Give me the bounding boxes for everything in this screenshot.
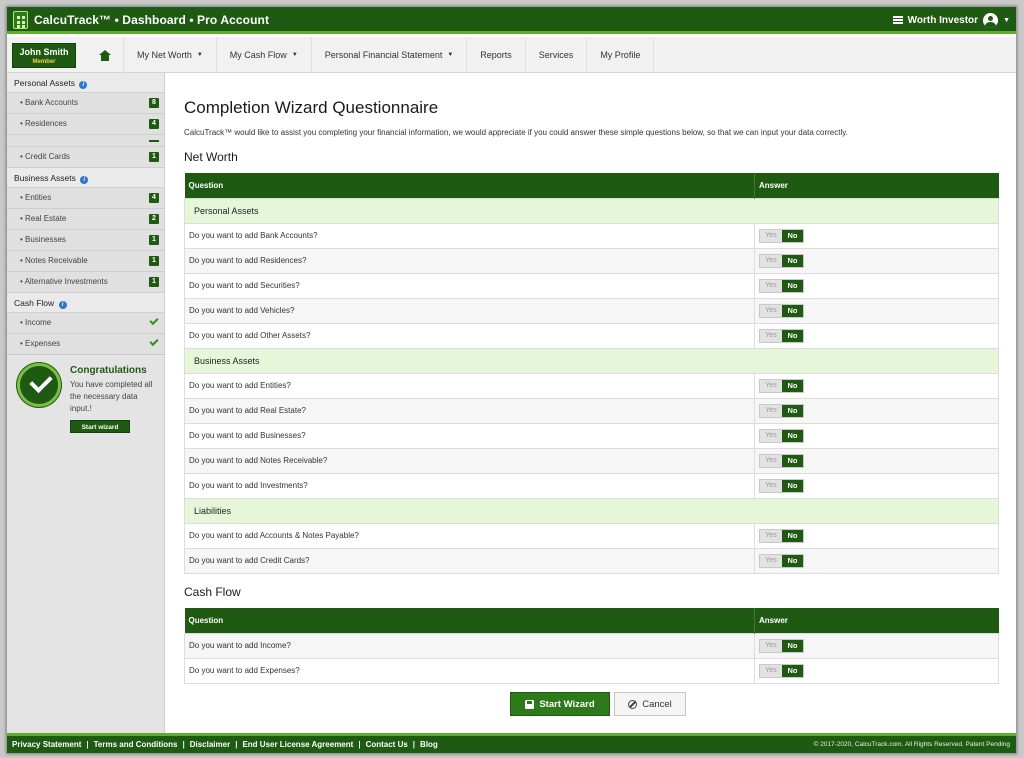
col-answer: Answer	[755, 173, 999, 198]
congrats-title: Congratulations	[70, 365, 147, 376]
sidebar-section-business-assets[interactable]	[7, 168, 164, 188]
footer-link-disclaimer[interactable]: Disclaimer	[189, 740, 231, 749]
yes-option[interactable]: Yes	[760, 330, 782, 342]
footer	[7, 733, 1016, 754]
cancel-button[interactable]	[614, 692, 686, 716]
answer-cell	[755, 523, 999, 548]
yes-no-toggle[interactable]	[759, 664, 804, 678]
chevron-down-icon: ▼	[447, 52, 454, 58]
yes-no-toggle[interactable]	[759, 429, 804, 443]
footer-link-blog[interactable]: Blog	[420, 740, 438, 749]
sidebar-item-label: • Real Estate	[20, 214, 67, 223]
yes-option[interactable]: Yes	[760, 665, 782, 677]
intro-text: CalcuTrack™ would like to assist you completing your financial information, we would appreciate if you could answer these simple questions below, so that we can input your data correctly.	[184, 128, 848, 137]
sidebar-item-real-estate[interactable]	[7, 209, 164, 230]
check-icon	[149, 337, 158, 346]
calculator-logo-icon[interactable]	[13, 11, 28, 29]
sidebar-item-label: • Income	[20, 318, 52, 327]
answer-cell	[755, 658, 999, 683]
copyright-text: © 2017-2020, CalcuTrack.com. All Rights Reserved. Patent Pending	[813, 741, 1010, 748]
yes-option[interactable]: Yes	[760, 380, 782, 392]
footer-links	[12, 740, 438, 749]
home-icon[interactable]	[99, 50, 111, 61]
sidebar-section-cash-flow[interactable]	[7, 293, 164, 313]
table-row	[185, 373, 999, 398]
count-badge: 4	[149, 119, 159, 129]
chevron-down-icon: ▼	[291, 52, 298, 58]
footer-separator: |	[235, 740, 238, 749]
chevron-down-icon: ▼	[196, 52, 203, 58]
no-option[interactable]: No	[782, 330, 803, 342]
question-text: Do you want to add Bank Accounts?	[185, 223, 755, 248]
answer-cell	[755, 448, 999, 473]
question-text: Do you want to add Income?	[185, 633, 755, 658]
question-text: Do you want to add Residences?	[185, 248, 755, 273]
no-option[interactable]: No	[782, 480, 803, 492]
table-row	[185, 473, 999, 498]
question-text: Do you want to add Notes Receivable?	[185, 448, 755, 473]
table-header-row	[185, 608, 999, 633]
yes-option[interactable]: Yes	[760, 555, 782, 567]
yes-no-toggle[interactable]	[759, 529, 804, 543]
nav-items	[87, 37, 654, 73]
sidebar-item-label: • Entities	[20, 193, 52, 202]
count-badge: 4	[149, 193, 159, 203]
hamburger-menu-icon[interactable]	[893, 16, 903, 24]
sidebar-item-income[interactable]	[7, 313, 164, 334]
no-option[interactable]: No	[782, 530, 803, 542]
nav-label: My Net Worth	[137, 50, 192, 60]
group-row-personal-assets: Personal Assets	[185, 198, 999, 223]
group-row-liabilities: Liabilities	[185, 498, 999, 523]
question-text: Do you want to add Other Assets?	[185, 323, 755, 348]
answer-cell	[755, 633, 999, 658]
table-row	[185, 298, 999, 323]
table-row	[185, 658, 999, 683]
app-title: CalcuTrack™ • Dashboard • Pro Account	[34, 13, 270, 27]
footer-separator: |	[182, 740, 185, 749]
count-badge: 2	[149, 214, 159, 224]
question-text: Do you want to add Real Estate?	[185, 398, 755, 423]
answer-cell	[755, 248, 999, 273]
yes-no-toggle[interactable]	[759, 229, 804, 243]
table-row	[185, 548, 999, 573]
no-option[interactable]: No	[782, 280, 803, 292]
ban-icon	[628, 700, 637, 709]
table-row	[185, 273, 999, 298]
col-answer: Answer	[755, 608, 999, 633]
sidebar-item-label: • Businesses	[20, 235, 66, 244]
question-text: Do you want to add Expenses?	[185, 658, 755, 683]
answer-cell	[755, 373, 999, 398]
start-wizard-button[interactable]	[510, 692, 610, 716]
count-badge: 8	[149, 98, 159, 108]
yes-no-toggle[interactable]	[759, 379, 804, 393]
yes-option[interactable]: Yes	[760, 405, 782, 417]
yes-option[interactable]: Yes	[760, 430, 782, 442]
page-title: Completion Wizard Questionnaire	[184, 98, 439, 117]
table-row	[185, 633, 999, 658]
no-option[interactable]: No	[782, 380, 803, 392]
sidebar-item-residences[interactable]	[7, 114, 164, 135]
yes-no-toggle[interactable]	[759, 454, 804, 468]
sidebar-item-alternative-investments[interactable]	[7, 272, 164, 293]
member-badge[interactable]	[12, 43, 76, 68]
answer-cell	[755, 298, 999, 323]
user-avatar-icon[interactable]	[983, 13, 998, 28]
no-option[interactable]: No	[782, 640, 803, 652]
app-window	[6, 6, 1017, 754]
table-row	[185, 323, 999, 348]
save-icon	[525, 700, 534, 709]
question-text: Do you want to add Credit Cards?	[185, 548, 755, 573]
sidebar-item-bank-accounts[interactable]	[7, 93, 164, 114]
sidebar	[7, 73, 165, 733]
count-badge: 1	[149, 152, 159, 162]
net-worth-heading: Net Worth	[184, 150, 238, 164]
question-text: Do you want to add Entities?	[185, 373, 755, 398]
member-role: Member	[32, 59, 56, 65]
question-text: Do you want to add Businesses?	[185, 423, 755, 448]
sidebar-item-label: • Alternative Investments	[20, 277, 108, 286]
nav-services[interactable]	[525, 37, 587, 73]
answer-cell	[755, 548, 999, 573]
yes-no-toggle[interactable]	[759, 279, 804, 293]
chevron-down-icon[interactable]: ▼	[1003, 16, 1010, 24]
nav-label: My Profile	[600, 50, 641, 60]
footer-link-privacy-statement[interactable]: Privacy Statement	[12, 740, 82, 749]
cancel-label: Cancel	[642, 698, 672, 710]
check-circle-icon	[17, 363, 61, 407]
question-text: Do you want to add Securities?	[185, 273, 755, 298]
yes-option[interactable]: Yes	[760, 280, 782, 292]
sidebar-item-label: • Residences	[20, 119, 67, 128]
yes-option[interactable]: Yes	[760, 455, 782, 467]
footer-separator: |	[358, 740, 361, 749]
footer-link-eula[interactable]: End User License Agreement	[242, 740, 354, 749]
nav-label: Reports	[480, 50, 512, 60]
sidebar-item-label: • Expenses	[20, 339, 61, 348]
table-row	[185, 423, 999, 448]
question-text: Do you want to add Investments?	[185, 473, 755, 498]
top-bar	[7, 7, 1016, 34]
no-option[interactable]: No	[782, 255, 803, 267]
check-icon	[149, 316, 158, 325]
yes-no-toggle[interactable]	[759, 554, 804, 568]
footer-separator: |	[86, 740, 89, 749]
info-icon[interactable]: i	[80, 176, 88, 184]
nav-my-cash-flow[interactable]	[216, 37, 311, 73]
sidebar-item-collapsed[interactable]	[7, 135, 164, 147]
section-title: Personal Assets	[14, 78, 75, 88]
table-row	[185, 448, 999, 473]
count-badge: 1	[149, 277, 159, 287]
group-row-business-assets: Business Assets	[185, 348, 999, 373]
nav-reports[interactable]	[466, 37, 525, 73]
minus-icon	[149, 140, 159, 142]
answer-cell	[755, 223, 999, 248]
nav-my-profile[interactable]	[586, 37, 654, 73]
main-nav	[7, 37, 1016, 73]
answer-cell	[755, 473, 999, 498]
count-badge: 1	[149, 235, 159, 245]
yes-option[interactable]: Yes	[760, 305, 782, 317]
table-header-row	[185, 173, 999, 198]
table-row	[185, 398, 999, 423]
footer-separator: |	[412, 740, 416, 749]
user-menu[interactable]	[893, 11, 1010, 29]
nav-label: Personal Financial Statement	[324, 50, 443, 60]
yes-no-toggle[interactable]	[759, 479, 804, 493]
count-badge: 1	[149, 256, 159, 266]
nav-label: Services	[538, 50, 574, 60]
sidebar-item-label: • Bank Accounts	[20, 98, 78, 107]
nav-my-net-worth[interactable]	[123, 37, 216, 73]
yes-option[interactable]: Yes	[760, 255, 782, 267]
yes-no-toggle[interactable]	[759, 304, 804, 318]
yes-no-toggle[interactable]	[759, 639, 804, 653]
question-text: Do you want to add Accounts & Notes Payable?	[185, 523, 755, 548]
table-row	[185, 248, 999, 273]
answer-cell	[755, 398, 999, 423]
no-option[interactable]: No	[782, 230, 803, 242]
member-name: John Smith	[19, 47, 69, 57]
no-option[interactable]: No	[782, 405, 803, 417]
footer-link-contact-us[interactable]: Contact Us	[365, 740, 408, 749]
start-wizard-small-button[interactable]: Start wizard	[70, 420, 130, 433]
answer-cell	[755, 323, 999, 348]
yes-option[interactable]: Yes	[760, 530, 782, 542]
cash-flow-heading: Cash Flow	[184, 585, 241, 599]
no-option[interactable]: No	[782, 455, 803, 467]
sidebar-item-credit-cards[interactable]	[7, 147, 164, 168]
sidebar-item-notes-receivable[interactable]	[7, 251, 164, 272]
col-question: Question	[185, 608, 755, 633]
sidebar-item-entities[interactable]	[7, 188, 164, 209]
main-content	[165, 73, 1017, 733]
net-worth-table	[184, 173, 999, 574]
congrats-text: You have completed all the necessary data input.!	[70, 380, 153, 413]
user-name[interactable]: Worth Investor	[907, 14, 979, 26]
question-text: Do you want to add Vehicles?	[185, 298, 755, 323]
yes-option[interactable]: Yes	[760, 480, 782, 492]
sidebar-section-personal-assets[interactable]	[7, 73, 164, 93]
yes-option[interactable]: Yes	[760, 640, 782, 652]
sidebar-item-expenses[interactable]	[7, 334, 164, 355]
section-title: Cash Flow	[14, 298, 55, 308]
col-question: Question	[185, 173, 755, 198]
no-option[interactable]: No	[782, 665, 803, 677]
nav-home[interactable]	[87, 37, 123, 73]
yes-no-toggle[interactable]	[759, 404, 804, 418]
yes-option[interactable]: Yes	[760, 230, 782, 242]
answer-cell	[755, 423, 999, 448]
nav-personal-financial-statement[interactable]	[311, 37, 467, 73]
congratulations-panel	[15, 357, 160, 437]
sidebar-item-label: • Credit Cards	[20, 152, 70, 161]
table-row	[185, 523, 999, 548]
no-option[interactable]: No	[782, 555, 803, 567]
sidebar-item-label: • Notes Receivable	[20, 256, 88, 265]
no-option[interactable]: No	[782, 430, 803, 442]
yes-no-toggle[interactable]	[759, 254, 804, 268]
table-row	[185, 223, 999, 248]
sidebar-item-businesses[interactable]	[7, 230, 164, 251]
cash-flow-table	[184, 608, 999, 684]
answer-cell	[755, 273, 999, 298]
nav-label: My Cash Flow	[229, 50, 287, 60]
no-option[interactable]: No	[782, 305, 803, 317]
info-icon[interactable]: i	[59, 301, 67, 309]
section-title: Business Assets	[14, 173, 76, 183]
yes-no-toggle[interactable]	[759, 329, 804, 343]
info-icon[interactable]: i	[79, 81, 87, 89]
footer-link-terms-and-conditions[interactable]: Terms and Conditions	[93, 740, 178, 749]
start-wizard-label: Start Wizard	[539, 698, 595, 710]
